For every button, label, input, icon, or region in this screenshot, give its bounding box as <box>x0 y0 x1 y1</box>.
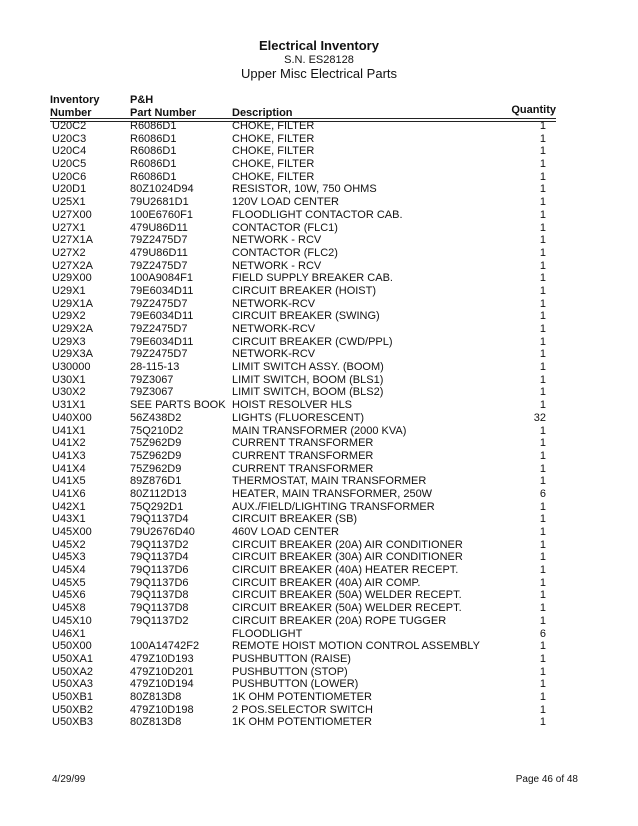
part-number-cell: 79Z3067 <box>130 386 174 399</box>
quantity-cell: 1 <box>539 246 546 259</box>
inventory-number-cell: U29X00 <box>52 272 92 285</box>
quantity-cell: 1 <box>539 475 546 488</box>
inventory-number-cell: U20C2 <box>52 120 87 132</box>
table-row <box>0 120 638 133</box>
description-cell: CHOKE, FILTER <box>232 170 315 183</box>
quantity-cell: 1 <box>539 120 546 132</box>
table-row <box>0 615 638 628</box>
quantity-cell: 1 <box>539 196 546 209</box>
quantity-cell: 1 <box>539 424 546 437</box>
table-row <box>0 323 638 336</box>
description-cell: HOIST RESOLVER HLS <box>232 399 353 412</box>
table-row <box>0 298 638 311</box>
description-cell: CIRCUIT BREAKER (20A) ROPE TUGGER <box>232 614 447 627</box>
table-row <box>0 260 638 273</box>
part-number-cell: 79Z2475D7 <box>130 297 188 310</box>
part-number-cell: 100E6760F1 <box>130 208 193 221</box>
quantity-cell: 1 <box>539 614 546 627</box>
quantity-cell: 1 <box>539 323 546 335</box>
part-number-cell: 479Z10D193 <box>130 652 194 665</box>
part-number-cell: 79E6034D11 <box>130 310 194 323</box>
table-row <box>0 196 638 209</box>
table-row <box>0 183 638 196</box>
part-number-cell: 79Q1137D4 <box>130 551 189 564</box>
inventory-number-cell: U45X00 <box>52 526 92 538</box>
inventory-number-cell: U41X2 <box>52 437 86 450</box>
description-cell: CIRCUIT BREAKER (30A) AIR CONDITIONER <box>232 551 463 564</box>
description-cell: CIRCUIT BREAKER (50A) WELDER RECEPT. <box>232 602 462 615</box>
inventory-header-line2: Number <box>50 107 92 119</box>
inventory-number-cell: U50XB3 <box>52 716 93 729</box>
quantity-cell: 32 <box>533 411 546 424</box>
description-cell: CURRENT TRANSFORMER <box>232 449 374 462</box>
description-cell: CIRCUIT BREAKER (CWD/PPL) <box>232 335 393 348</box>
inventory-number-cell: U43X1 <box>52 513 86 526</box>
part-number-cell: 28-115-13 <box>130 361 180 374</box>
inventory-number-cell: U46X1 <box>52 627 86 640</box>
table-row <box>0 412 638 425</box>
part-number-cell: 79E6034D11 <box>130 335 194 348</box>
part-number-cell: 79Z2475D7 <box>130 348 188 361</box>
inventory-number-cell: U20C5 <box>52 158 87 171</box>
inventory-number-cell: U41X5 <box>52 475 86 488</box>
quantity-cell: 1 <box>539 310 546 323</box>
part-number-cell: 479Z10D194 <box>130 678 194 691</box>
description-cell: REMOTE HOIST MOTION CONTROL ASSEMBLY <box>232 640 480 653</box>
inventory-number-cell: U40X00 <box>52 411 92 424</box>
quantity-cell: 1 <box>539 462 546 475</box>
table-row <box>0 691 638 704</box>
table-row <box>0 310 638 323</box>
quantity-cell: 1 <box>539 602 546 615</box>
quantity-cell: 1 <box>539 652 546 665</box>
inventory-number-cell: U29X2A <box>52 323 93 335</box>
description-cell: CHOKE, FILTER <box>232 120 315 132</box>
quantity-cell: 1 <box>539 221 546 234</box>
part-number-cell: 56Z438D2 <box>130 411 182 424</box>
inventory-number-cell: U45X2 <box>52 538 86 551</box>
part-number-cell: 80Z813D8 <box>130 690 182 703</box>
table-row <box>0 564 638 577</box>
description-cell: PUSHBUTTON (STOP) <box>232 665 348 678</box>
table-row <box>0 666 638 679</box>
inventory-number-cell: U20D1 <box>52 183 87 196</box>
table-row <box>0 386 638 399</box>
table-row <box>0 678 638 691</box>
inventory-number-cell: U27X1 <box>52 221 86 234</box>
quantity-cell: 1 <box>539 259 546 272</box>
part-number-cell: 79Q1137D6 <box>130 576 189 589</box>
inventory-number-cell: U30000 <box>52 361 91 374</box>
description-cell: NETWORK-RCV <box>232 323 316 335</box>
quantity-cell: 1 <box>539 551 546 564</box>
part-number-cell: 89Z876D1 <box>130 475 182 488</box>
part-number-cell: 79Q1137D4 <box>130 513 189 526</box>
part-number-cell: 100A9084F1 <box>130 272 193 285</box>
inventory-number-cell: U27X1A <box>52 234 93 247</box>
table-row <box>0 399 638 412</box>
part-number-cell: 75Q210D2 <box>130 424 184 437</box>
quantity-cell: 6 <box>539 487 546 500</box>
description-cell: CIRCUIT BREAKER (40A) AIR COMP. <box>232 576 421 589</box>
description-cell: MAIN TRANSFORMER (2000 KVA) <box>232 424 407 437</box>
table-row <box>0 463 638 476</box>
part-number-cell: 79Q1137D8 <box>130 589 189 602</box>
table-row <box>0 628 638 641</box>
description-cell: 1K OHM POTENTIOMETER <box>232 716 372 729</box>
table-row <box>0 272 638 285</box>
table-row <box>0 336 638 349</box>
inventory-number-cell: U50XA2 <box>52 665 93 678</box>
inventory-number-cell: U45X8 <box>52 602 86 615</box>
inventory-number-cell: U41X6 <box>52 487 86 500</box>
table-row <box>0 209 638 222</box>
part-number-cell: 479Z10D198 <box>130 703 194 716</box>
quantity-cell: 1 <box>539 170 546 183</box>
quantity-cell: 1 <box>539 373 546 386</box>
table-row <box>0 526 638 539</box>
inventory-table <box>0 120 638 729</box>
inventory-number-cell: U29X3A <box>52 348 93 361</box>
table-row <box>0 222 638 235</box>
footer-page-number: Page 46 of 48 <box>515 774 578 785</box>
part-number-cell: 79Z2475D7 <box>130 323 188 335</box>
table-row <box>0 488 638 501</box>
inventory-number-cell: U50XA1 <box>52 652 93 665</box>
inventory-number-cell: U45X3 <box>52 551 86 564</box>
quantity-cell: 1 <box>539 703 546 716</box>
quantity-cell: 1 <box>539 208 546 221</box>
inventory-number-cell: U50XB1 <box>52 690 93 703</box>
inventory-number-cell: U30X2 <box>52 386 86 399</box>
inventory-number-cell: U27X2A <box>52 259 93 272</box>
quantity-cell: 1 <box>539 234 546 247</box>
quantity-cell: 1 <box>539 640 546 653</box>
description-cell: LIGHTS (FLUORESCENT) <box>232 411 365 424</box>
inventory-number-cell: U31X1 <box>52 399 86 412</box>
inventory-number-cell: U29X2 <box>52 310 86 323</box>
inventory-number-cell: U41X1 <box>52 424 86 437</box>
part-number-cell: 79E6034D11 <box>130 284 194 297</box>
quantity-cell: 1 <box>539 690 546 703</box>
quantity-cell: 6 <box>539 627 546 640</box>
table-row <box>0 437 638 450</box>
quantity-cell: 1 <box>539 297 546 310</box>
part-number-header <box>130 94 196 120</box>
description-cell: FLOODLIGHT <box>232 627 303 640</box>
description-cell: NETWORK - RCV <box>232 259 322 272</box>
quantity-cell: 1 <box>539 335 546 348</box>
inventory-number-cell: U42X1 <box>52 500 86 513</box>
inventory-number-cell: U29X1 <box>52 284 86 297</box>
description-cell: NETWORK - RCV <box>232 234 322 247</box>
part-number-cell: 79U2681D1 <box>130 196 189 209</box>
quantity-cell: 1 <box>539 564 546 577</box>
inventory-number-cell: U25X1 <box>52 196 86 209</box>
part-number-cell: R6086D1 <box>130 120 177 132</box>
description-cell: FIELD SUPPLY BREAKER CAB. <box>232 272 393 285</box>
quantity-cell: 1 <box>539 678 546 691</box>
table-row <box>0 348 638 361</box>
quantity-cell: 1 <box>539 716 546 729</box>
part-number-cell: R6086D1 <box>130 132 177 145</box>
table-row <box>0 285 638 298</box>
part-number-cell: 80Z813D8 <box>130 716 182 729</box>
inventory-number-cell: U20C3 <box>52 132 87 145</box>
description-cell: CIRCUIT BREAKER (50A) WELDER RECEPT. <box>232 589 462 602</box>
table-row <box>0 704 638 717</box>
inventory-number-cell: U45X4 <box>52 564 86 577</box>
part-number-cell: 79Z2475D7 <box>130 234 188 247</box>
description-cell: PUSHBUTTON (LOWER) <box>232 678 359 691</box>
part-number-cell: 79Z3067 <box>130 373 174 386</box>
description-cell: CURRENT TRANSFORMER <box>232 437 374 450</box>
part-number-cell: 479U86D11 <box>130 221 188 234</box>
part-number-cell: R6086D1 <box>130 170 177 183</box>
quantity-cell: 1 <box>539 386 546 399</box>
inventory-number-cell: U45X6 <box>52 589 86 602</box>
description-cell: NETWORK-RCV <box>232 297 316 310</box>
table-row <box>0 551 638 564</box>
quantity-header: Quantity <box>511 104 556 116</box>
part-number-cell: 80Z1024D94 <box>130 183 194 196</box>
quantity-cell: 1 <box>539 665 546 678</box>
inventory-number-cell: U30X1 <box>52 373 86 386</box>
inventory-number-cell: U41X3 <box>52 449 86 462</box>
part-number-cell: 75Z962D9 <box>130 437 182 450</box>
part-number-cell: 79Q1137D6 <box>130 564 189 577</box>
description-cell: RESISTOR, 10W, 750 OHMS <box>232 183 377 196</box>
part-number-cell: 75Z962D9 <box>130 462 182 475</box>
table-row <box>0 158 638 171</box>
inventory-number-cell: U45X5 <box>52 576 86 589</box>
table-row <box>0 716 638 729</box>
part-number-cell: 79Z2475D7 <box>130 259 188 272</box>
description-cell: CIRCUIT BREAKER (HOIST) <box>232 284 377 297</box>
inventory-number-cell: U29X3 <box>52 335 86 348</box>
quantity-cell: 1 <box>539 449 546 462</box>
description-cell: CIRCUIT BREAKER (SWING) <box>232 310 380 323</box>
part-number-cell: 79U2676D40 <box>130 526 195 538</box>
quantity-cell: 1 <box>539 284 546 297</box>
description-cell: CONTACTOR (FLC2) <box>232 246 338 259</box>
description-cell: CONTACTOR (FLC1) <box>232 221 338 234</box>
table-row <box>0 501 638 514</box>
description-cell: CHOKE, FILTER <box>232 158 315 171</box>
description-cell: CIRCUIT BREAKER (20A) AIR CONDITIONER <box>232 538 463 551</box>
quantity-cell: 1 <box>539 576 546 589</box>
inventory-number-cell: U45X10 <box>52 614 92 627</box>
quantity-cell: 1 <box>539 399 546 412</box>
footer-date: 4/29/99 <box>52 774 86 785</box>
description-cell: THERMOSTAT, MAIN TRANSFORMER <box>232 475 427 488</box>
inventory-number-cell: U20C4 <box>52 145 87 158</box>
quantity-cell: 1 <box>539 132 546 145</box>
table-row <box>0 361 638 374</box>
part-header-line1: P&H <box>130 94 154 106</box>
inventory-number-cell: U50XA3 <box>52 678 93 691</box>
quantity-cell: 1 <box>539 348 546 361</box>
inventory-number-cell: U27X00 <box>52 208 92 221</box>
part-number-cell: 100A14742F2 <box>130 640 200 653</box>
description-cell: CIRCUIT BREAKER (40A) HEATER RECEPT. <box>232 564 459 577</box>
quantity-cell: 1 <box>539 272 546 285</box>
part-number-cell: 79Q1137D8 <box>130 602 189 615</box>
part-header-line2: Part Number <box>130 107 197 119</box>
table-row <box>0 475 638 488</box>
part-number-cell: R6086D1 <box>130 145 177 158</box>
description-cell: LIMIT SWITCH ASSY. (BOOM) <box>232 361 384 374</box>
description-cell: CURRENT TRANSFORMER <box>232 462 374 475</box>
quantity-cell: 1 <box>539 158 546 171</box>
inventory-number-cell: U50X00 <box>52 640 92 653</box>
inventory-number-cell: U41X4 <box>52 462 86 475</box>
description-cell: CIRCUIT BREAKER (SB) <box>232 513 358 526</box>
part-number-cell: 479U86D11 <box>130 246 188 259</box>
quantity-cell: 1 <box>539 500 546 513</box>
description-cell: CHOKE, FILTER <box>232 145 315 158</box>
inventory-header-line1: Inventory <box>50 94 100 106</box>
quantity-cell: 1 <box>539 526 546 538</box>
table-row <box>0 171 638 184</box>
inventory-number-cell: U50XB2 <box>52 703 93 716</box>
table-row <box>0 234 638 247</box>
document-subtitle: Upper Misc Electrical Parts <box>240 66 398 81</box>
description-header: Description <box>232 107 293 119</box>
description-cell: FLOODLIGHT CONTACTOR CAB. <box>232 208 403 221</box>
table-row <box>0 640 638 653</box>
table-row <box>0 539 638 552</box>
quantity-cell: 1 <box>539 183 546 196</box>
document-title: Electrical Inventory <box>259 38 379 53</box>
quantity-cell: 1 <box>539 538 546 551</box>
part-number-cell: 479Z10D201 <box>130 665 194 678</box>
table-row <box>0 145 638 158</box>
description-cell: NETWORK-RCV <box>232 348 316 361</box>
table-row <box>0 374 638 387</box>
part-number-cell: 75Q292D1 <box>130 500 184 513</box>
table-row <box>0 589 638 602</box>
description-cell: 1K OHM POTENTIOMETER <box>232 690 372 703</box>
inventory-number-cell: U29X1A <box>52 297 93 310</box>
serial-number: S.N. ES28128 <box>284 54 354 66</box>
description-cell: 2 POS.SELECTOR SWITCH <box>232 703 373 716</box>
description-cell: AUX./FIELD/LIGHTING TRANSFORMER <box>232 500 435 513</box>
header-rule <box>50 118 556 119</box>
description-cell: LIMIT SWITCH, BOOM (BLS1) <box>232 373 384 386</box>
table-row <box>0 450 638 463</box>
quantity-cell: 1 <box>539 361 546 374</box>
quantity-cell: 1 <box>539 513 546 526</box>
quantity-cell: 1 <box>539 145 546 158</box>
part-number-cell: SEE PARTS BOOK <box>130 399 226 412</box>
part-number-cell: 80Z112D13 <box>130 487 187 500</box>
description-cell: CHOKE, FILTER <box>232 132 315 145</box>
description-cell: HEATER, MAIN TRANSFORMER, 250W <box>232 487 433 500</box>
inventory-number-header <box>50 94 100 120</box>
description-cell: 460V LOAD CENTER <box>232 526 339 538</box>
table-row <box>0 247 638 260</box>
table-row <box>0 602 638 615</box>
part-number-cell: 79Q1137D2 <box>130 614 189 627</box>
description-cell: 120V LOAD CENTER <box>232 196 339 209</box>
table-row <box>0 577 638 590</box>
inventory-number-cell: U20C6 <box>52 170 87 183</box>
table-row <box>0 133 638 146</box>
part-number-cell: 75Z962D9 <box>130 449 182 462</box>
quantity-cell: 1 <box>539 437 546 450</box>
table-row <box>0 425 638 438</box>
part-number-cell: 79Q1137D2 <box>130 538 189 551</box>
table-row <box>0 513 638 526</box>
inventory-number-cell: U27X2 <box>52 246 86 259</box>
quantity-cell: 1 <box>539 589 546 602</box>
description-cell: LIMIT SWITCH, BOOM (BLS2) <box>232 386 384 399</box>
part-number-cell: R6086D1 <box>130 158 177 171</box>
description-cell: PUSHBUTTON (RAISE) <box>232 652 351 665</box>
table-row <box>0 653 638 666</box>
